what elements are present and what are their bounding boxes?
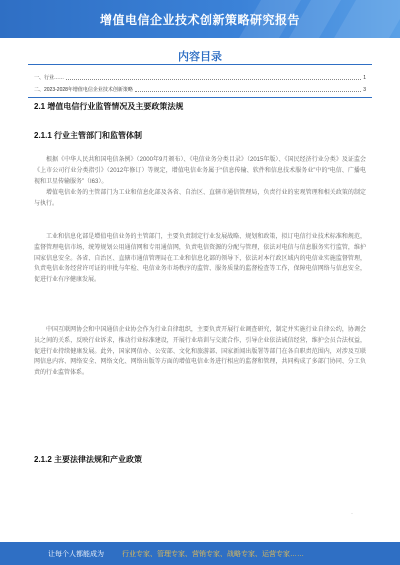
toc-leader-dots: [66, 79, 361, 80]
toc-item-page: 3: [363, 87, 366, 93]
section-heading: 2.1 增值电信行业监管情况及主要政策法规: [34, 102, 184, 111]
body-paragraph: 中国互联网协会和中国通信企业协会作为行业自律组织，主要负责开展行业调查研究，制定并实施行业自律公约，协调会员之间的关系，反映行业诉求，推动行业标准建设，开展行业培训与交流合作，引导企业依法诚信经营，维护会员合法权益，促进行业持续健康发展。此外，国家网信办、公安部、文化和旅游部、国家新闻出版署等部门在各自职责范围内，对涉及互联网信息内容、网络安全、网络文化、网络出版等方面的增值电信业务进行相应的监督和管理，共同构成了多部门协同、分工负责的行业监管体系。: [34, 327, 366, 377]
toc-divider: [28, 64, 372, 65]
page-header: [0, 0, 400, 38]
toc-item[interactable]: [34, 74, 366, 81]
toc-item-page: 1: [363, 75, 366, 81]
toc-item-label: 二、2023-2028年增值电信企业技术创新策略: [34, 87, 133, 93]
toc-bottom-divider: [28, 97, 372, 98]
toc-leader-dots: [135, 91, 361, 92]
body-paragraph: 根据《中华人民共和国电信条例》（2000年9月颁布）、《电信业务分类目录》（2015年版）、《国民经济行业分类》及证监会《上市公司行业分类指引》（2012年修订）等规定，增值电信业务属于“信息传输、软件和信息技术服务业”中的“电信、广播电视和卫星传输服务”（I63）。: [34, 157, 366, 185]
body-paragraph: 工业和信息化部是增值电信业务的主管部门，主要负责制定行业发展战略、规划和政策，拟订电信行业技术标准和规范，监督管理电信市场，统筹规划公用通信网和专用通信网，负责电信资源的分配与管理，依法对电信与信息服务实行监管，维护国家信息安全。各省、自治区、直辖市通信管理局在工业和信息化部的领导下，依法对本行政区域内的电信业实施监督管理，负责电信业务经营许可证的审批与年检、电信业务市场秩序的监管、服务质量的监督检查等工作，保障电信网络与信息安全，促进行业有序健康发展。: [34, 234, 366, 284]
page-corner-mark: ·: [351, 511, 353, 517]
footer-slogan-left: 让每个人都能成为: [48, 551, 104, 558]
subsection-heading: 2.1.2 主要法律法规和产业政策: [34, 455, 143, 464]
report-title: 增值电信企业技术创新策略研究报告: [99, 13, 300, 27]
toc-item[interactable]: [34, 86, 366, 93]
toc-title: 内容目录: [178, 51, 222, 63]
toc-item-label: 一、行业……: [34, 75, 65, 81]
body-paragraph: 增值电信业务的主管部门为工业和信息化部及各省、自治区、直辖市通信管理局，负责行业的宏观管理和相关政策的制定与执行。: [34, 190, 366, 207]
footer-slogan-right: 行业专家、管理专家、营销专家、战略专家、运营专家……: [122, 551, 304, 558]
subsection-heading: 2.1.1 行业主管部门和监管体制: [34, 131, 143, 140]
